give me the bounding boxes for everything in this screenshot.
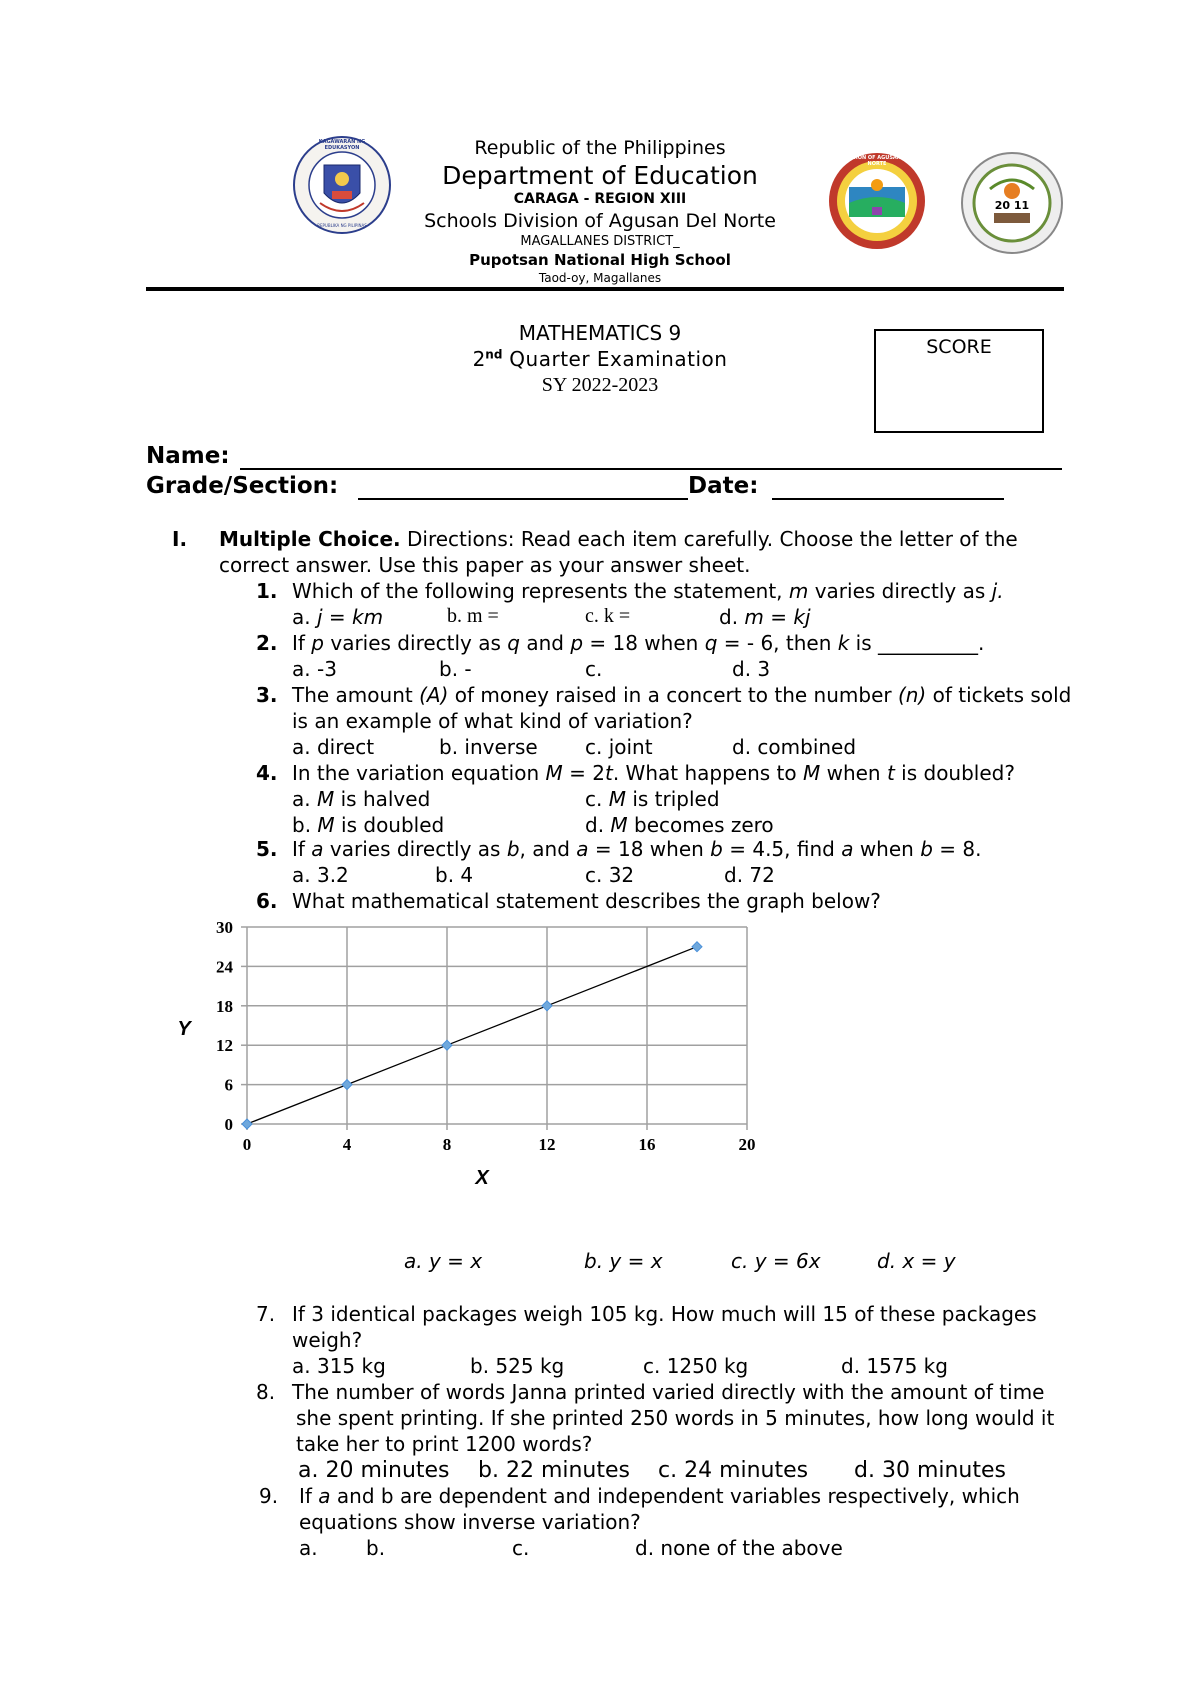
q4-text (292, 761, 1015, 785)
header (0, 0, 1200, 300)
q1-text-j: j. (991, 579, 1004, 603)
q4-option-d[interactable] (585, 813, 774, 837)
q1-option-c[interactable]: c. k = (585, 605, 631, 627)
series-line (247, 947, 697, 1124)
q3-A: (A) (419, 683, 449, 707)
q9-l1b: and b are dependent and independent variables respectively, which (330, 1484, 1020, 1508)
q8-option-d[interactable]: d. 30 minutes (854, 1458, 1006, 1483)
q4-c-M: M (608, 787, 626, 811)
q2-t4: = - 6, then (717, 631, 838, 655)
q2-k: k (837, 631, 850, 655)
q2-p: p (311, 631, 324, 655)
q7-option-b[interactable]: b. 525 kg (470, 1354, 565, 1378)
school-address: Taod-oy, Magallanes (538, 271, 662, 285)
q2-t2: and (519, 631, 571, 655)
q5-text (292, 837, 981, 861)
date-field[interactable] (772, 498, 1004, 500)
data-point (542, 1001, 552, 1011)
q7-option-a[interactable]: a. 315 kg (292, 1354, 386, 1378)
q9-l1a: If (299, 1484, 319, 1508)
score-label: SCORE (926, 336, 992, 358)
q4-option-b[interactable] (292, 813, 444, 837)
q2-option-a[interactable]: a. -3 (292, 657, 337, 681)
date-label: Date: (688, 473, 759, 499)
q1-a-expr: j = km (316, 605, 384, 629)
q7-option-d[interactable]: d. 1575 kg (841, 1354, 948, 1378)
q6-text: What mathematical statement describes the graph below? (292, 889, 881, 913)
q8-number: 8. (256, 1380, 276, 1404)
quarter-sup: nd (485, 347, 503, 362)
q3-option-c[interactable]: c. joint (585, 735, 653, 759)
q4-t2: = 2 (562, 761, 605, 785)
q1-text-m: m (788, 579, 809, 603)
q3-option-a[interactable]: a. direct (292, 735, 375, 759)
q8-text-line1: The number of words Janna printed varied directly with the amount of time (292, 1380, 1045, 1404)
x-tick-label: 16 (638, 1135, 656, 1154)
q2-option-c[interactable]: c. (585, 657, 603, 681)
q4-a-pre: a. (292, 787, 317, 811)
q6-number: 6. (256, 889, 278, 913)
y-tick-label: 24 (216, 957, 233, 977)
y-tick-label: 12 (216, 1036, 233, 1056)
section-number: I. (172, 527, 188, 551)
q6-option-c[interactable]: c. y = 6x (731, 1249, 821, 1273)
q2-p2: p (570, 631, 584, 655)
y-tick-label: 18 (216, 996, 233, 1016)
q5-option-a[interactable]: a. 3.2 (292, 863, 349, 887)
q5-t6: when (853, 837, 921, 861)
q9-number: 9. (259, 1484, 279, 1508)
q2-t3: = 18 when (583, 631, 705, 655)
name-label: Name: (146, 443, 230, 469)
q6-option-a[interactable]: a. y = x (404, 1249, 483, 1273)
department-title: Department of Education (442, 161, 758, 190)
q1-number: 1. (256, 579, 278, 603)
q8-option-a[interactable]: a. 20 minutes (298, 1458, 450, 1483)
q8-text-line2: she spent printing. If she printed 250 words in 5 minutes, how long would it (296, 1406, 1055, 1430)
q2-text (292, 631, 984, 655)
q5-number: 5. (256, 837, 278, 861)
grade-field[interactable] (358, 498, 688, 500)
x-tick-label: 8 (442, 1135, 452, 1154)
q2-q: q (507, 631, 520, 655)
y-tick-label: 0 (224, 1115, 233, 1134)
date-row (688, 473, 758, 499)
name-field[interactable] (240, 468, 1062, 470)
q5-option-d[interactable]: d. 72 (724, 863, 775, 887)
q4-option-c[interactable] (585, 787, 720, 811)
q3-option-b[interactable]: b. inverse (439, 735, 538, 759)
q4-t5: is doubled? (894, 761, 1015, 785)
q4-b-pre: b. (292, 813, 318, 837)
deped-seal-subtext: REPUBLIKA NG PILIPINAS (317, 223, 367, 228)
q5-b: b (506, 837, 520, 861)
q4-a-post: is halved (334, 787, 431, 811)
header-divider (146, 287, 1064, 291)
q1-option-a[interactable] (292, 605, 383, 629)
x-tick-label: 12 (538, 1135, 556, 1154)
division-line: Schools Division of Agusan Del Norte (424, 210, 776, 232)
q4-t1: In the variation equation (292, 761, 546, 785)
name-row (146, 443, 230, 469)
subject-title: MATHEMATICS 9 (518, 321, 682, 345)
section-title: Multiple Choice. (219, 527, 401, 551)
score-box[interactable] (874, 329, 1044, 433)
q3-option-d[interactable]: d. combined (732, 735, 857, 759)
q3-text-line2: is an example of what kind of variation? (292, 709, 693, 733)
y-tick-label: 30 (216, 918, 233, 937)
q9-text-line2: equations show inverse variation? (299, 1510, 641, 1534)
q4-t-var: t (886, 761, 895, 785)
q9-option-b[interactable]: b. (366, 1536, 386, 1560)
q1-a-prefix: a. (292, 605, 317, 629)
q3-number: 3. (256, 683, 278, 707)
division-seal-text: DIVISION OF AGUSAN DEL NORTE (840, 155, 914, 167)
republic-line: Republic of the Philippines (474, 137, 726, 159)
quarter-num: 2 (472, 347, 486, 371)
q5-a3: a (841, 837, 854, 861)
q4-number: 4. (256, 761, 278, 785)
data-point (692, 942, 702, 952)
y-tick-label: 6 (224, 1075, 233, 1095)
q4-t3: . What happens to (612, 761, 803, 785)
school-name: Pupotsan National High School (469, 251, 731, 269)
x-tick-label: 4 (342, 1135, 352, 1154)
q3-l1c: of tickets sold (926, 683, 1072, 707)
q5-t2: varies directly as (323, 837, 507, 861)
x-axis-label: X (475, 1167, 489, 1189)
section-directions-line1 (219, 527, 1018, 551)
q3-l1b: of money raised in a concert to the number (448, 683, 898, 707)
q5-b3: b (920, 837, 933, 861)
q5-t3: , and (519, 837, 577, 861)
q4-M: M (545, 761, 563, 785)
q1-d-expr: m = kj (744, 605, 811, 629)
q7-number: 7. (256, 1302, 276, 1326)
school-year: SY 2022-2023 (541, 374, 659, 396)
deped-seal-text: KAGAWARAN NG EDUKASYON (318, 139, 366, 151)
q7-option-c[interactable]: c. 1250 kg (643, 1354, 749, 1378)
q5-t5: = 4.5, find (722, 837, 842, 861)
q4-c-post: is tripled (625, 787, 720, 811)
q6-option-d[interactable]: d. x = y (877, 1249, 956, 1273)
q8-text-line3: take her to print 1200 words? (296, 1432, 593, 1456)
q9-option-c[interactable]: c. (512, 1536, 530, 1560)
q1-text (292, 579, 1004, 603)
q4-b-M: M (317, 813, 335, 837)
q1-option-b[interactable]: b. m = (447, 605, 499, 627)
quarter-text: Quarter Examination (502, 347, 728, 371)
q5-option-c[interactable]: c. 32 (585, 863, 635, 887)
q7-text-line2: weigh? (292, 1328, 363, 1352)
q4-c-pre: c. (585, 787, 609, 811)
section-directions: Directions: Read each item carefully. Choose the letter of the (400, 527, 1018, 551)
x-tick-label: 20 (738, 1135, 756, 1154)
q5-a2: a (576, 837, 589, 861)
q3-text-line1 (292, 683, 1071, 707)
q5-t4: = 18 when (588, 837, 711, 861)
q2-t5: is __________. (849, 631, 985, 655)
q4-t: t (604, 761, 613, 785)
q6-option-b[interactable]: b. y = x (584, 1249, 663, 1273)
q9-text-line1 (299, 1484, 1020, 1508)
q2-q2: q (704, 631, 718, 655)
data-point (242, 1119, 252, 1129)
q3-l1a: The amount (292, 683, 420, 707)
q9-a: a (318, 1484, 331, 1508)
grade-label: Grade/Section: (146, 473, 339, 499)
data-point (342, 1080, 352, 1090)
q8-option-c[interactable]: c. 24 minutes (658, 1458, 809, 1483)
q5-t7: = 8. (932, 837, 982, 861)
q5-a: a (311, 837, 324, 861)
q2-t1: varies directly as (324, 631, 508, 655)
q4-a-M: M (316, 787, 335, 811)
data-point (442, 1040, 452, 1050)
q4-d-post: becomes zero (627, 813, 774, 837)
q2-number: 2. (256, 631, 278, 655)
x-tick-label: 0 (242, 1135, 252, 1154)
q1-text-a: Which of the following represents the statement, (292, 579, 789, 603)
q4-option-a[interactable] (292, 787, 430, 811)
y-axis-label: Y (177, 1018, 191, 1040)
section-directions-line2: correct answer. Use this paper as your answer sheet. (219, 553, 751, 577)
q9-option-a[interactable]: a. (299, 1536, 318, 1560)
q9-option-d[interactable]: d. none of the above (635, 1536, 843, 1560)
q4-M2: M (802, 761, 821, 785)
q7-text-line1: If 3 identical packages weigh 105 kg. How much will 15 of these packages (292, 1302, 1037, 1326)
q4-d-M: M (610, 813, 628, 837)
variation-graph (160, 905, 760, 1189)
q4-d-pre: d. (585, 813, 611, 837)
q2-t0: If (292, 631, 312, 655)
q5-t1: If (292, 837, 312, 861)
q3-n: (n) (897, 683, 927, 707)
q2-option-d[interactable]: d. 3 (732, 657, 771, 681)
region-line: CARAGA - REGION XIII (513, 191, 687, 207)
q1-text-b: varies directly as (808, 579, 992, 603)
q4-b-post: is doubled (334, 813, 445, 837)
q1-option-d[interactable] (719, 605, 811, 629)
q4-t4: when (820, 761, 887, 785)
q5-b2: b (710, 837, 723, 861)
school-seal-year: 20 11 (994, 199, 1030, 212)
grade-row (146, 473, 338, 499)
q1-d-prefix: d. (719, 605, 745, 629)
q5-option-b[interactable]: b. 4 (435, 863, 474, 887)
q8-option-b[interactable]: b. 22 minutes (478, 1458, 630, 1483)
district-line: MAGALLANES DISTRICT_ (520, 234, 680, 249)
q2-option-b[interactable]: b. - (439, 657, 472, 681)
